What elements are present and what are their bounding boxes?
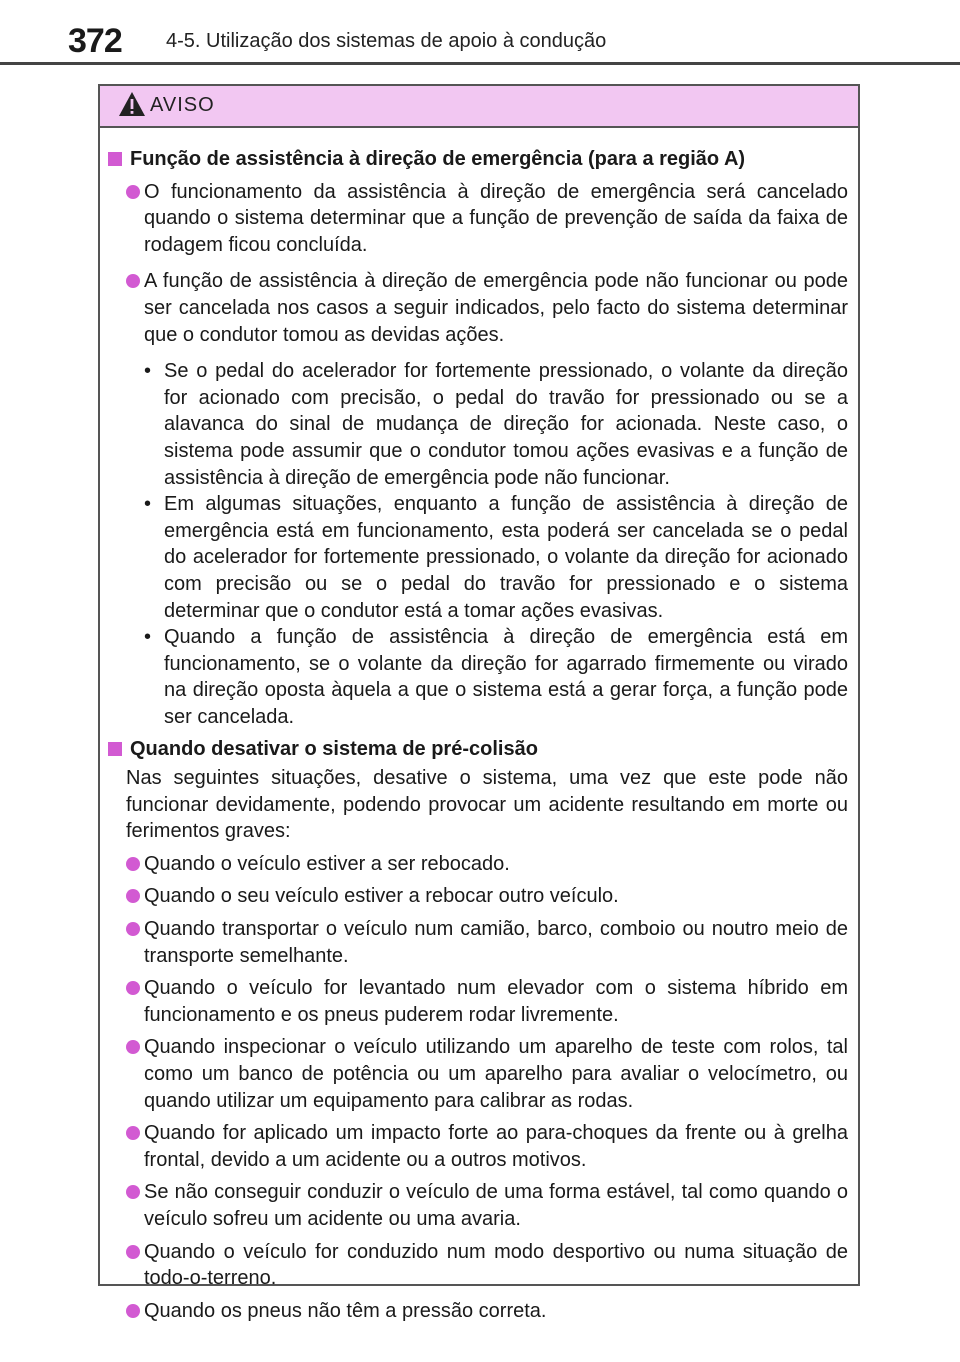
list-item-text: Quando transportar o veículo num camião, barco, comboio ou noutro meio de transporte semelhante. (144, 918, 848, 967)
list-item (100, 1298, 858, 1325)
list-item (100, 916, 858, 969)
page-header (40, 20, 920, 64)
list-item-text: Quando os pneus não têm a pressão correta. (144, 1299, 547, 1322)
sub-list-item (100, 624, 858, 730)
list-item (100, 1034, 858, 1114)
round-bullet-icon (126, 857, 140, 871)
section-intro: Nas seguintes situações, desative o sistema, uma vez que este pode não funcionar devidamente, podendo provocar um acidente resultando em morte ou ferimentos graves: (126, 767, 848, 843)
dot-marker: • (144, 493, 152, 516)
list-item-text: Quando o seu veículo estiver a rebocar outro veículo. (144, 885, 619, 908)
dot-marker: • (144, 360, 152, 383)
list-item-text: A função de assistência à direção de emergência pode não funcionar ou pode ser cancelada nos casos a seguir indicados, pelo facto do sistema determinar que o condutor tomou as devidas ações. (144, 270, 848, 346)
list-item (100, 851, 858, 878)
square-bullet-icon (108, 152, 122, 166)
list-item-text: Quando o veículo for conduzido num modo desportivo ou numa situação de todo-o-terreno. (144, 1240, 848, 1290)
sub-list-item-text: Se o pedal do acelerador for fortemente pressionado, o volante da direção for acionado com precisão, o pedal do travão for pressionado ou se a alavanca do sinal de mudança de direção for acionada. Neste caso, o sistema pode assumir que o condutor tomou ações evasivas e a função de assistência à direção de emergência pode não funcionar. (164, 360, 848, 489)
list-item-text: Quando o veículo for levantado num elevador com o sistema híbrido em funcionamento e os pneus puderem rodar livremente. (144, 977, 848, 1026)
round-bullet-icon (126, 274, 140, 288)
round-bullet-icon (126, 1040, 140, 1054)
header-divider (0, 62, 960, 65)
square-bullet-icon (108, 742, 122, 756)
warning-content (100, 140, 858, 1324)
list-item (100, 268, 858, 348)
round-bullet-icon (126, 1126, 140, 1140)
dot-marker: • (144, 626, 152, 649)
warning-title: AVISO (150, 94, 215, 116)
round-bullet-icon (126, 1304, 140, 1318)
list-item (100, 1239, 858, 1292)
heading-text: Função de assistência à direção de emergência (para a região A) (130, 148, 746, 170)
list-item (100, 1120, 858, 1173)
list-item (100, 975, 858, 1028)
round-bullet-icon (126, 981, 140, 995)
list-item-text: O funcionamento da assistência à direção de emergência será cancelado quando o sistema determinar que a função de prevenção de saída da faixa de rodagem ficou concluída. (144, 180, 848, 256)
list-item (100, 883, 858, 910)
page-number: 372 (68, 22, 122, 60)
round-bullet-icon (126, 889, 140, 903)
section-heading-emergency-steering (100, 146, 858, 173)
sub-list-item (100, 358, 858, 491)
spacer (100, 348, 858, 358)
list-item-text: Quando for aplicado um impacto forte ao para-choques da frente ou à grelha frontal, devido a um acidente ou a outros motivos. (144, 1122, 848, 1171)
warning-box (98, 84, 860, 1322)
round-bullet-icon (126, 1185, 140, 1199)
list-item (100, 1179, 858, 1232)
sub-list-item (100, 491, 858, 624)
warning-header (100, 86, 858, 128)
round-bullet-icon (126, 922, 140, 936)
list-item-text: Quando inspecionar o veículo utilizando um aparelho de teste com rolos, tal como um banco de potência ou um aparelho para avaliar o velocímetro, ou quando utilizar um equipamento para calibrar as rodas. (144, 1036, 848, 1112)
heading-text: Quando desativar o sistema de pré-colisão (130, 738, 538, 761)
warning-triangle-icon (118, 91, 146, 117)
list-item (100, 179, 858, 259)
sub-list-item-text: Em algumas situações, enquanto a função de assistência à direção de emergência está em funcionamento, esta poderá ser cancelada se o pedal do acelerador for fortemente pressionado, o volante da direção for acionado com precisão ou se o pedal do travão for pressionado e o sistema determinar que o condutor está a tomar ações evasivas. (164, 493, 848, 622)
section-heading-disable-precollision (100, 736, 858, 763)
round-bullet-icon (126, 1245, 140, 1259)
sub-list-item-text: Quando a função de assistência à direção de emergência está em funcionamento, se o volante da direção for agarrado firmemente ou virado na direção oposta àquela a que o sistema está a gerar força, a função pode ser cancelada. (164, 626, 848, 728)
section-title: 4-5. Utilização dos sistemas de apoio à condução (166, 30, 607, 52)
list-item-text: Se não conseguir conduzir o veículo de uma forma estável, tal como quando o veículo sofreu um acidente ou uma avaria. (144, 1181, 848, 1230)
list-item-text: Quando o veículo estiver a ser rebocado. (144, 852, 510, 875)
round-bullet-icon (126, 185, 140, 199)
